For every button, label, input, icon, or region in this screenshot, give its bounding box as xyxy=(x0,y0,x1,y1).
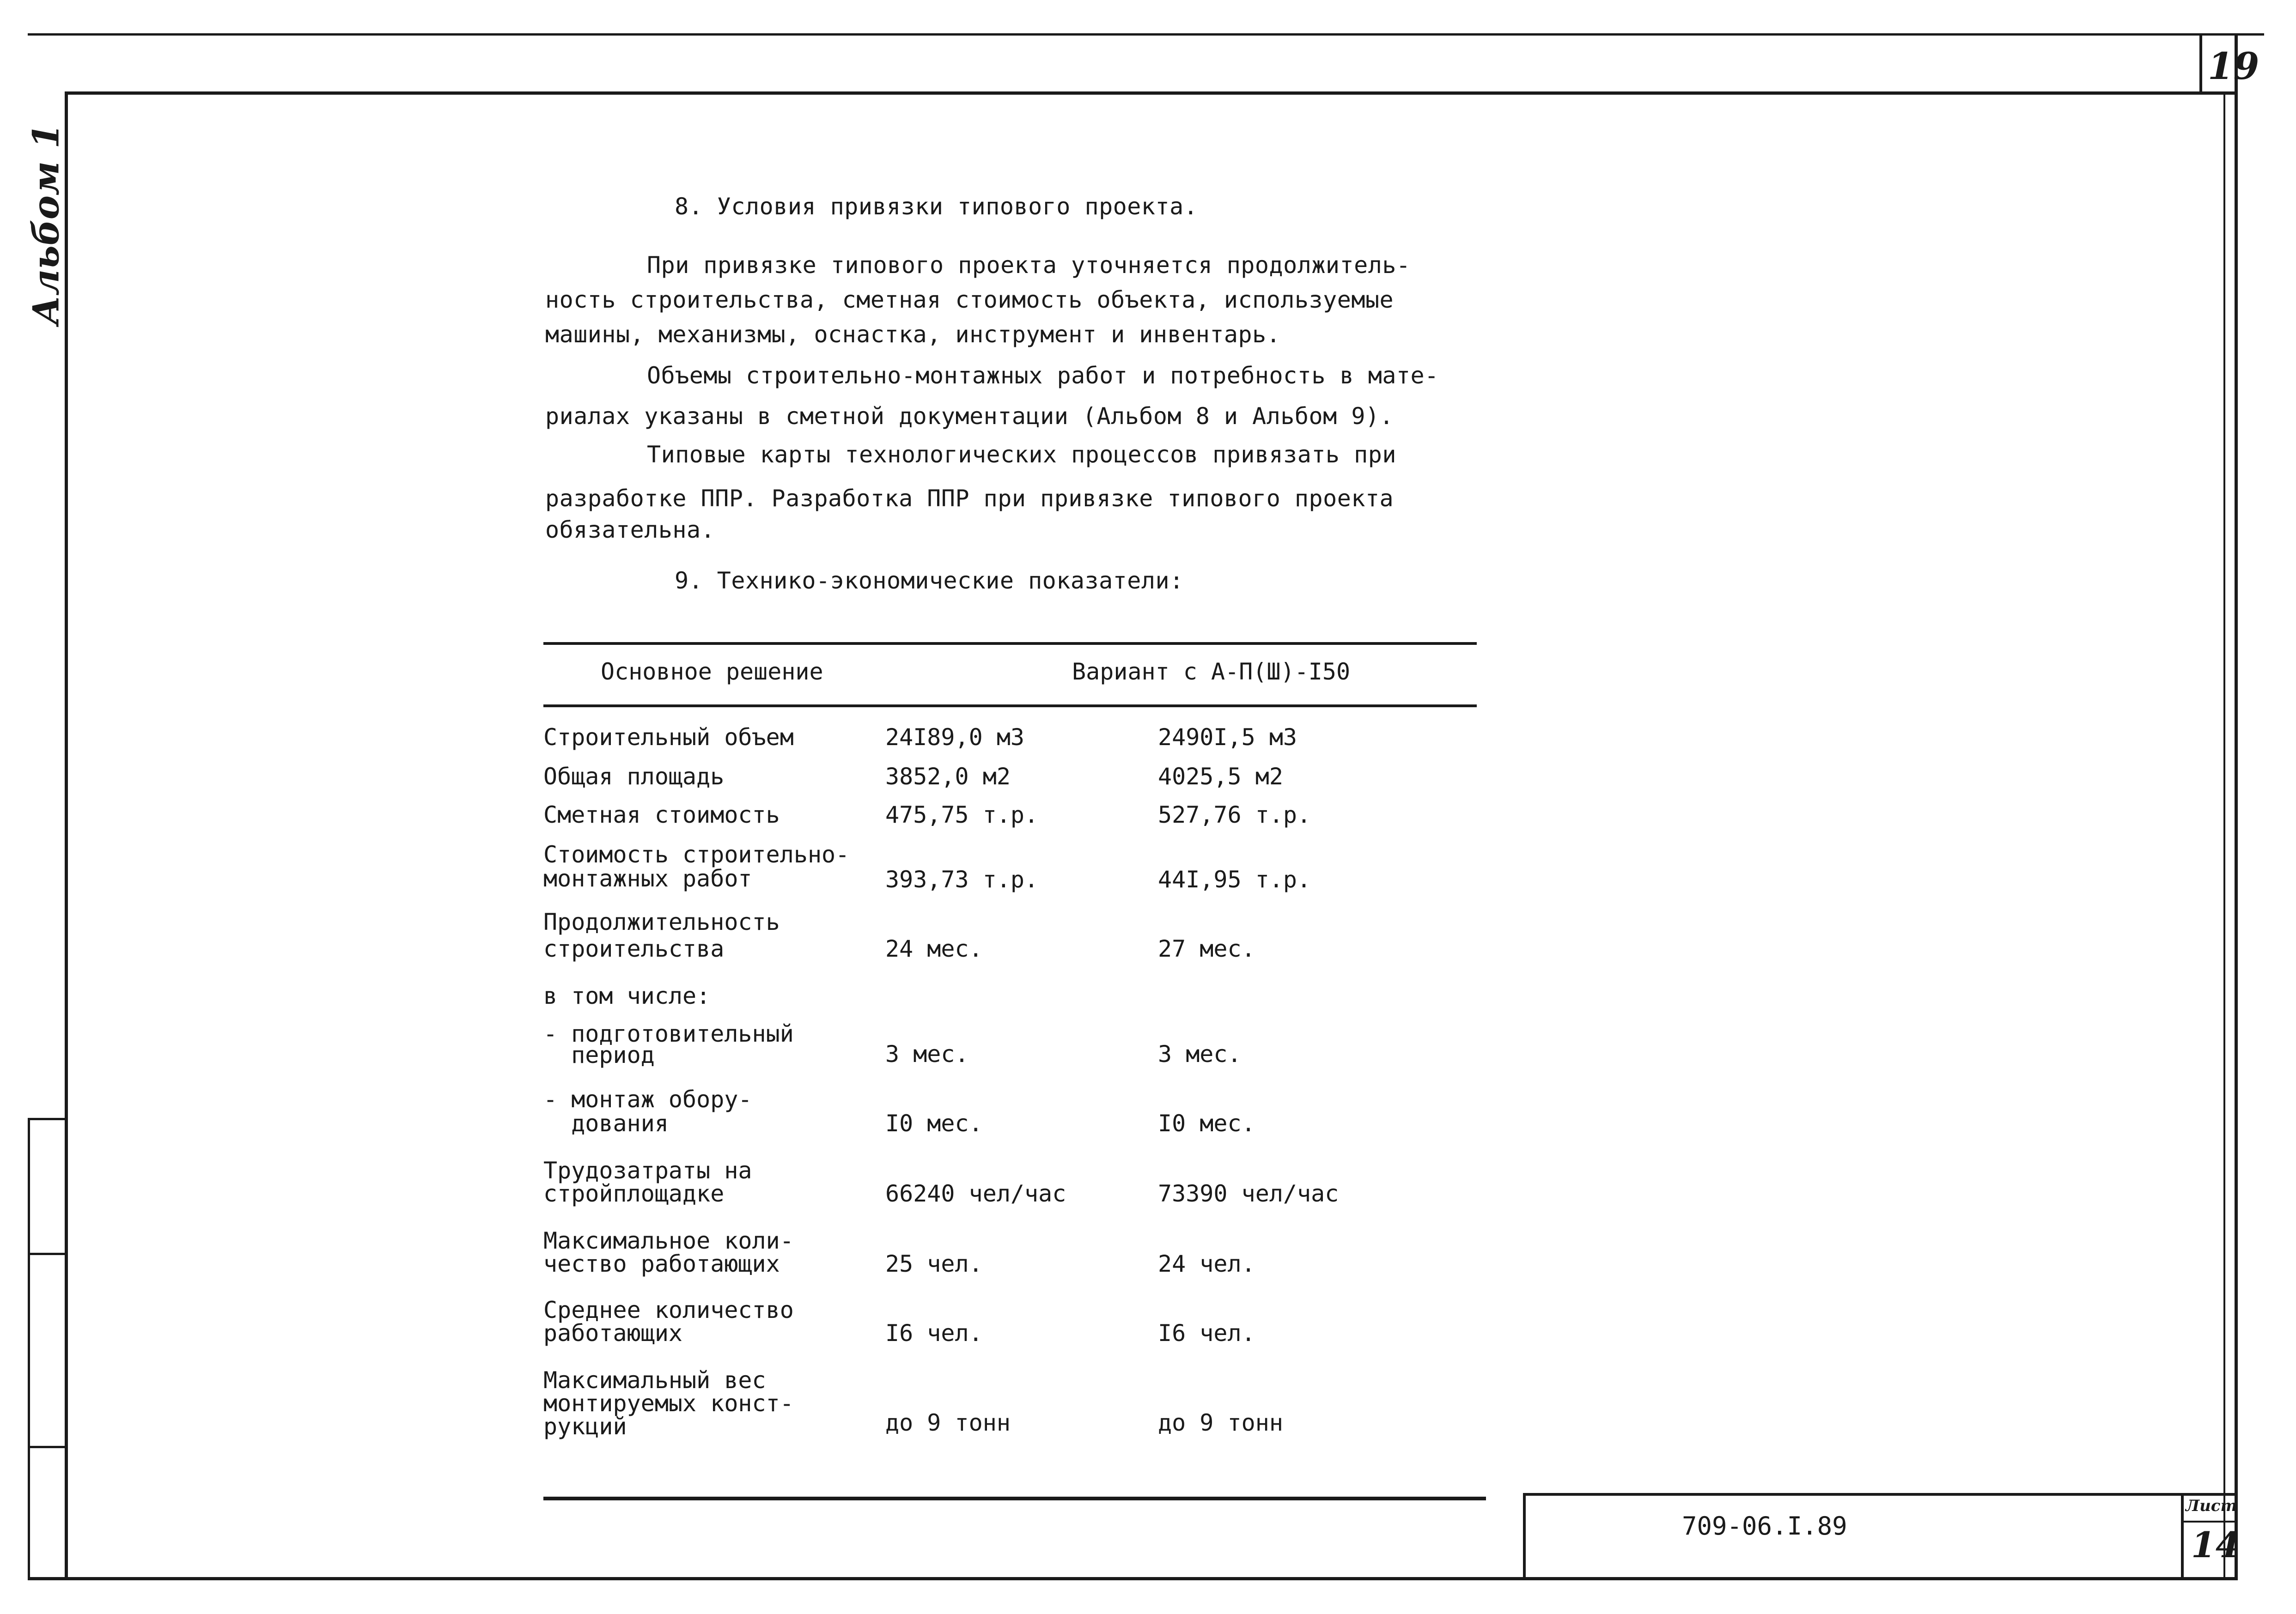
title-block-left-rule xyxy=(1523,1493,1526,1579)
paragraph-line: риалах указаны в сметной документации (Альбом 8 и Альбом 9). xyxy=(545,403,1394,430)
corner-page-number: 19 xyxy=(2208,44,2259,88)
table-bottom-rule xyxy=(543,1497,1486,1500)
title-block-top-rule xyxy=(1523,1493,2235,1496)
frame-top-border xyxy=(65,91,2236,95)
table-row-label: монтируемых конст- xyxy=(543,1390,794,1417)
table-cell-variant: I6 чел. xyxy=(1158,1320,1255,1347)
table-row-label: Трудозатраты на xyxy=(543,1157,752,1184)
table-cell-main: 24 мес. xyxy=(885,935,983,962)
title-block-sheet-divider xyxy=(2181,1493,2184,1579)
table-cell-variant: I0 мес. xyxy=(1158,1110,1255,1137)
binding-strip-line-1 xyxy=(28,1118,67,1120)
table-cell-variant: 44I,95 т.р. xyxy=(1158,866,1311,893)
table-cell-main: I0 мес. xyxy=(885,1110,983,1137)
table-row-label: - подготовительный xyxy=(543,1020,794,1047)
table-cell-variant: 24 чел. xyxy=(1158,1250,1255,1277)
table-cell-main: I6 чел. xyxy=(885,1320,983,1347)
paragraph-line: Объемы строительно-монтажных работ и потребность в мате- xyxy=(647,362,1439,389)
table-row-label: - монтаж обору- xyxy=(543,1086,752,1113)
table-cell-main: 25 чел. xyxy=(885,1250,983,1277)
table-row-label: Строительный объем xyxy=(543,724,794,751)
table-cell-variant: 527,76 т.р. xyxy=(1158,801,1311,828)
table-cell-main: 3 мес. xyxy=(885,1041,969,1068)
table-cell-main: 3852,0 м2 xyxy=(885,763,1011,790)
album-label: Альбом 1 xyxy=(25,123,67,325)
table-cell-variant: 27 мес. xyxy=(1158,935,1255,962)
table-row-label: Среднее количество xyxy=(543,1297,794,1323)
frame-right-border xyxy=(2235,35,2238,1580)
table-cell-variant: 2490I,5 м3 xyxy=(1158,724,1297,751)
table-cell-main: 393,73 т.р. xyxy=(885,866,1039,893)
sheet-number: 14 xyxy=(2191,1524,2240,1565)
paragraph-line: Типовые карты технологических процессов привязать при xyxy=(647,441,1396,468)
table-cell-main: 66240 чел/час xyxy=(885,1180,1066,1207)
table-header-variant: Вариант с А-П(Ш)-I50 xyxy=(1072,658,1351,685)
sheet-label: Лист xyxy=(2186,1497,2237,1515)
section-8-heading: 8. Условия привязки типового проекта. xyxy=(675,193,1198,220)
binding-strip-left-line xyxy=(28,1118,30,1580)
paragraph-line: При привязке типового проекта уточняется продолжитель- xyxy=(647,252,1411,279)
binding-strip-line-2 xyxy=(28,1253,67,1255)
table-row-label: монтажных работ xyxy=(543,865,752,892)
table-cell-variant: 3 мес. xyxy=(1158,1041,1242,1068)
frame-bottom-border xyxy=(28,1577,2238,1580)
table-header-rule xyxy=(543,704,1477,707)
table-cell-main: 475,75 т.р. xyxy=(885,801,1039,828)
table-row-label: дования xyxy=(543,1110,669,1137)
table-row-label: Стоимость строительно- xyxy=(543,841,850,868)
paragraph-line: машины, механизмы, оснастка, инструмент и инвентарь. xyxy=(545,321,1281,348)
section-9-heading: 9. Технико-экономические показатели: xyxy=(675,567,1184,594)
paragraph-line: ность строительства, сметная стоимость объекта, используемые xyxy=(545,286,1394,313)
table-row-label: Максимальный вес xyxy=(543,1367,766,1394)
table-row-label: строительства xyxy=(543,935,725,962)
table-row-label: Максимальное коли- xyxy=(543,1227,794,1254)
table-row-label: Общая площадь xyxy=(543,763,725,790)
table-cell-main: до 9 тонн xyxy=(885,1409,1011,1436)
table-top-rule xyxy=(543,642,1477,645)
frame-right-inner-border xyxy=(2223,91,2225,1580)
table-header-main: Основное решение xyxy=(601,658,823,685)
table-cell-variant: 4025,5 м2 xyxy=(1158,763,1283,790)
document-code: 709-06.I.89 xyxy=(1682,1511,1847,1541)
table-row-label: чество работающих xyxy=(543,1250,780,1277)
title-block-sheet-rule xyxy=(2181,1521,2235,1523)
table-row-label: стройплощадке xyxy=(543,1180,725,1207)
table-row-label: рукций xyxy=(543,1413,627,1440)
table-cell-main: 24I89,0 м3 xyxy=(885,724,1025,751)
binding-strip-line-3 xyxy=(28,1446,67,1448)
top-outer-line xyxy=(28,33,2264,36)
table-cell-variant: до 9 тонн xyxy=(1158,1409,1283,1436)
table-row-label: работающих xyxy=(543,1320,683,1347)
table-row-label: Продолжительность xyxy=(543,909,780,935)
paragraph-line: разработке ППР. Разработка ППР при привязке типового проекта xyxy=(545,485,1394,512)
table-row-label: Сметная стоимость xyxy=(543,801,780,828)
table-row-label: период xyxy=(543,1042,655,1068)
table-cell-variant: 73390 чел/час xyxy=(1158,1180,1339,1207)
table-row-label: в том числе: xyxy=(543,983,711,1009)
paragraph-line: обязательна. xyxy=(545,516,715,543)
corner-box-divider xyxy=(2199,35,2202,93)
